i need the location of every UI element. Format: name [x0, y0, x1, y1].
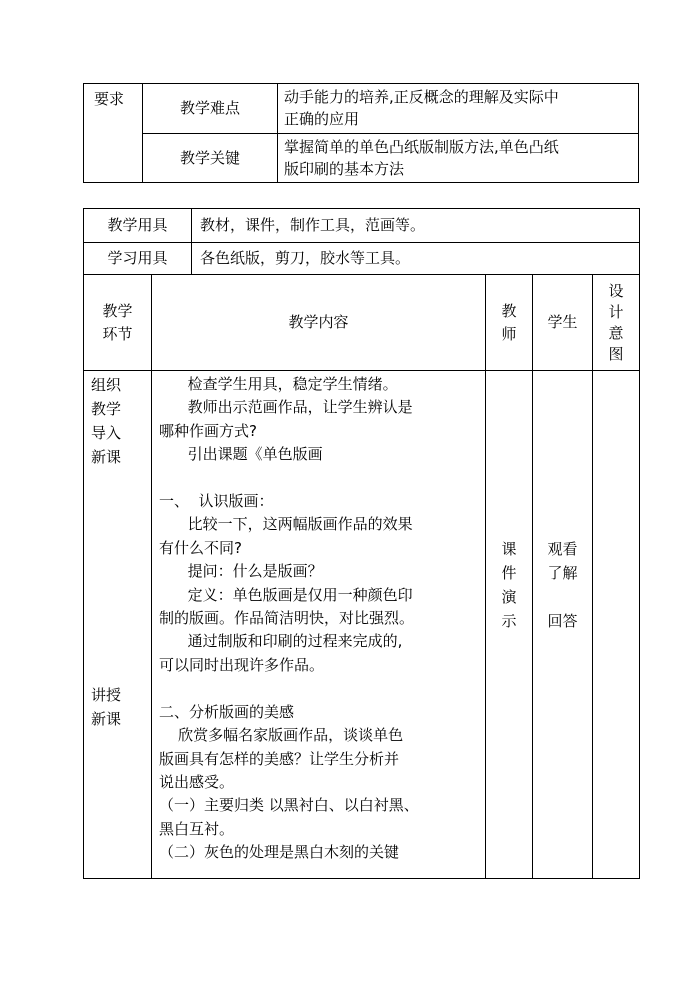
header-teacher-cell: [486, 275, 533, 371]
content-line: 引出课题《单色版画: [159, 445, 323, 464]
key-label: 教学关键: [179, 148, 240, 167]
header-design-cell: [593, 275, 640, 371]
study-tools-value-cell: [192, 243, 640, 275]
teacher-cell: [486, 371, 533, 879]
difficulty-label-cell: [143, 84, 278, 134]
content-line: [159, 677, 485, 700]
content-line: （二）灰色的处理是黑白木刻的关键: [159, 843, 400, 862]
key-content-cell: [278, 134, 639, 183]
student-line-1: 观看: [547, 540, 578, 558]
top-table: [83, 83, 639, 183]
stage-g1-line-2: 教学: [91, 400, 122, 418]
difficulty-content-cell: [278, 84, 639, 134]
study-tools-label: 学习用具: [107, 249, 168, 267]
content-line: 制的版画。作品简洁明快，对比强烈。: [159, 609, 415, 628]
content-line: 提问：什么是版画？: [159, 562, 323, 581]
header-content-cell: [152, 275, 486, 371]
content-line: 二、分析版画的美感: [159, 702, 295, 721]
content-line: 定义：单色版画是仅用一种颜色印: [159, 585, 413, 604]
header-student-cell: [533, 275, 593, 371]
difficulty-line-2: 正确的应用: [284, 110, 360, 128]
stage-cell: [84, 371, 152, 879]
content-line: 一、 认识版画：: [159, 492, 274, 511]
teacher-line-2: 件: [501, 564, 517, 582]
key-line-2: 版印刷的基本方法: [284, 160, 405, 178]
header-teacher-line-1: 教: [501, 301, 517, 320]
content-line: 检查学生用具，稳定学生情绪。: [159, 375, 398, 393]
student-line-4: 回答: [547, 612, 578, 630]
content-line: 可以同时出现许多作品。: [159, 655, 325, 674]
header-content: 教学内容: [288, 313, 349, 331]
header-stage-cell: [84, 275, 152, 371]
content-cell: [152, 371, 486, 879]
tools-value-cell: [192, 209, 640, 243]
header-stage-line-2: 环节: [102, 324, 133, 343]
content-line: 欣赏多幅名家版画作品，谈谈单色: [159, 726, 404, 745]
teacher-line-4: 示: [501, 612, 517, 630]
student-line-2: 了解: [547, 564, 578, 582]
requirement-label: 要求: [94, 90, 125, 108]
teacher-line-3: 演: [501, 588, 517, 606]
study-tools-value: 各色纸版，剪刀，胶水等工具。: [200, 249, 411, 267]
study-tools-label-cell: [84, 243, 192, 275]
content-line: 教师出示范画作品，让学生辨认是: [159, 398, 413, 417]
student-line-3: [533, 585, 592, 609]
content-line: 有什么不同?: [159, 538, 242, 557]
header-design-line-4: 图: [608, 344, 624, 363]
content-line: （一）主要归类 以黑衬白、以白衬黑、: [159, 796, 419, 815]
content-line: 说出感受。: [159, 772, 235, 791]
header-design-line-2: 计: [608, 302, 624, 321]
stage-group-2: [91, 683, 121, 731]
content-line: 黑白互衬。: [159, 819, 235, 838]
stage-g1-line-4: 新课: [91, 448, 122, 466]
tools-label-cell: [84, 209, 192, 243]
content-line: [159, 467, 485, 490]
content-line: 哪种作画方式?: [159, 421, 257, 440]
key-label-cell: [143, 134, 278, 183]
key-line-1: 掌握简单的单色凸纸版制版方法,单色凸纸: [284, 138, 559, 156]
stage-g1-line-3: 导入: [91, 424, 122, 442]
student-cell: [533, 371, 593, 879]
header-stage-line-1: 教学: [102, 301, 133, 320]
content-line: 版画具有怎样的美感？让学生分析并: [159, 749, 400, 768]
tools-value: 教材，课件，制作工具，范画等。: [200, 216, 426, 234]
stage-g1-line-1: 组织: [91, 376, 122, 394]
content-line: 通过制版和印刷的过程来完成的,: [159, 632, 403, 651]
main-table: [83, 208, 640, 879]
stage-group-1: [91, 371, 151, 469]
requirement-cell: [84, 84, 143, 183]
header-student: 学生: [547, 313, 578, 331]
difficulty-label: 教学难点: [179, 99, 240, 117]
design-cell: [593, 371, 640, 879]
header-design-line-3: 意: [608, 323, 624, 342]
difficulty-line-1: 动手能力的培养,正反概念的理解及实际中: [284, 88, 559, 106]
stage-g2-line-2: 新课: [91, 710, 122, 728]
teacher-line-1: 课: [501, 540, 517, 558]
tools-label: 教学用具: [107, 216, 168, 234]
header-design-line-1: 设: [608, 281, 624, 300]
header-teacher-line-2: 师: [501, 324, 517, 343]
content-line: 比较一下，这两幅版画作品的效果: [159, 515, 413, 534]
stage-g2-line-1: 讲授: [91, 686, 122, 704]
